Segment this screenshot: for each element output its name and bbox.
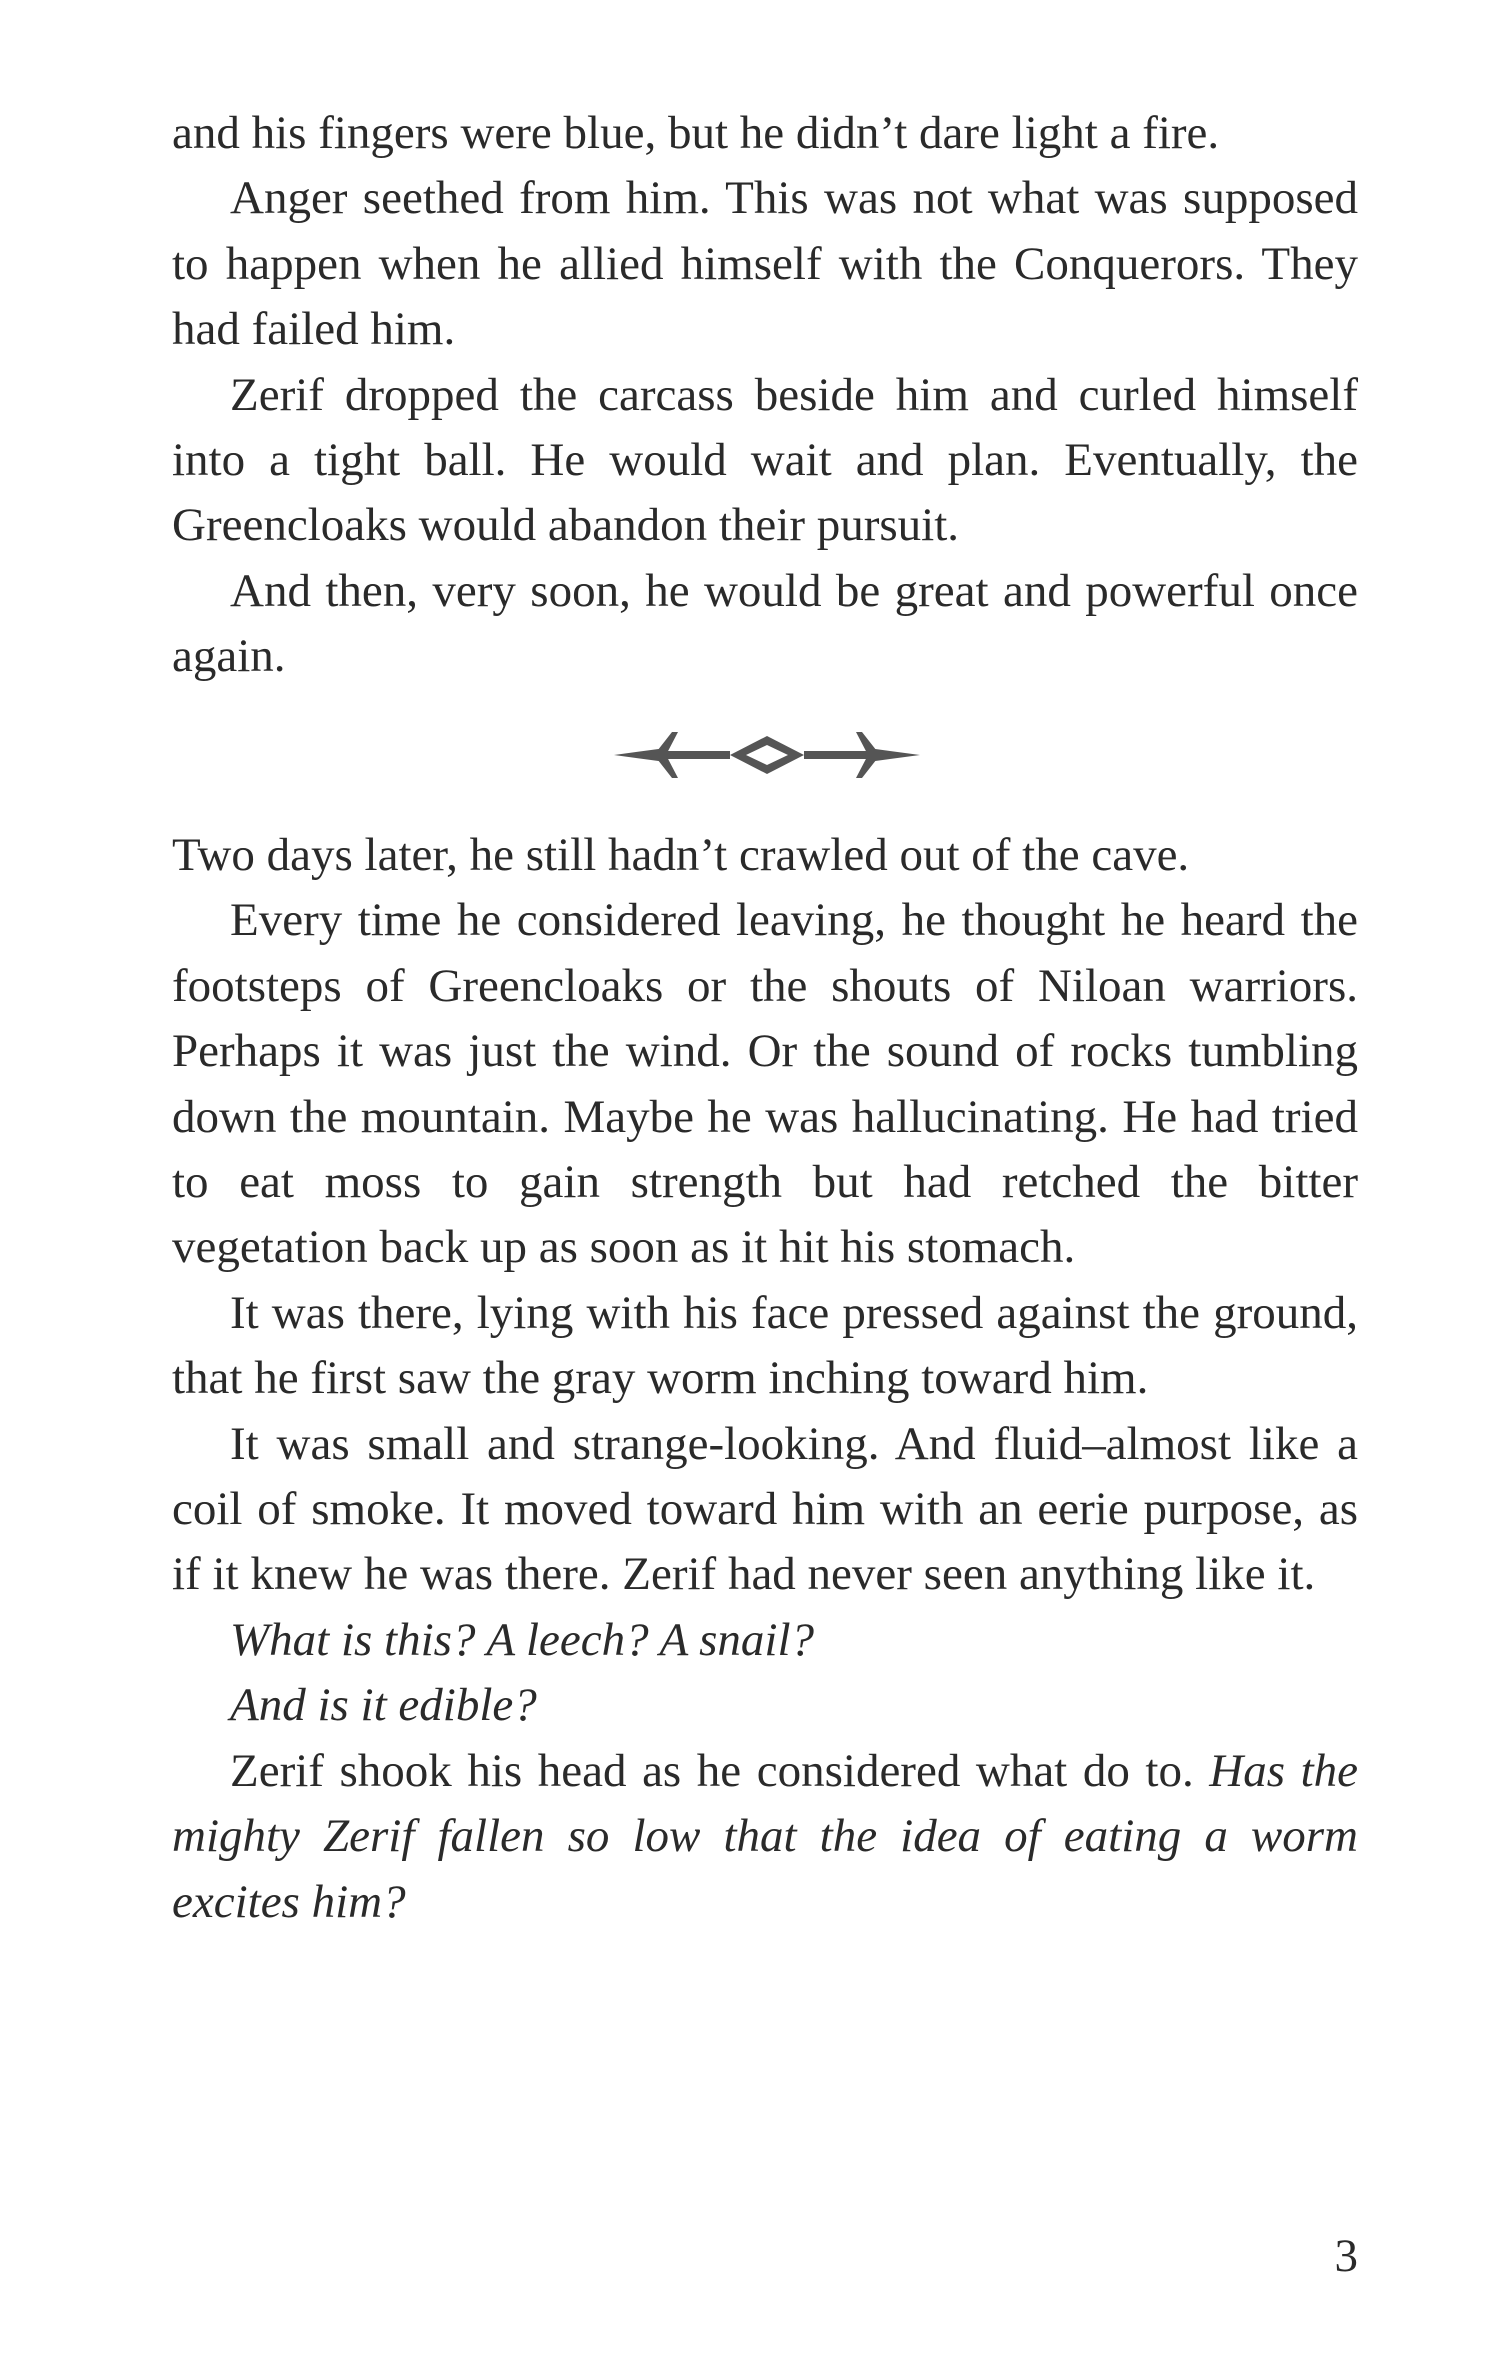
page-number: 3 — [1334, 2230, 1358, 2282]
italic-thought: What is this? A leech? A snail? — [230, 1613, 815, 1666]
paragraph: Zerif dropped the carcass beside him and curled himself into a tight ball. He would wait and plan. Eventually, the Greencloaks would abandon their pursuit. — [172, 368, 1358, 552]
italic-thought: Has the mighty Zerif fallen so low that the idea of eating a worm excites him? — [172, 1744, 1359, 1928]
italic-thought: And is it edible? — [230, 1679, 537, 1732]
text-section-before-break — [172, 101, 1358, 690]
paragraph: Every time he considered leaving, he thought he heard the footsteps of Greencloaks or the shouts of Niloan warriors. Perhaps it was just the wind. Or the sound of rocks tumbling down the mountain. Maybe he was hallucinating. He had tried to eat moss to gain strength but had retched the bitter vegetation back up as soon as it hit his stomach. — [172, 894, 1358, 1274]
paragraph: It was there, lying with his face pressed against the ground, that he first saw the gray worm inching toward him. — [172, 1286, 1358, 1405]
paragraph: And then, very soon, he would be great and powerful once again. — [172, 564, 1358, 683]
paragraph: Two days later, he still hadn’t crawled out of the cave. — [172, 829, 1190, 881]
paragraph: and his fingers were blue, but he didn’t dare light a fire. — [172, 107, 1220, 159]
paragraph-italic-thought — [172, 1608, 1358, 1673]
paragraph: It was small and strange-looking. And fluid–almost like a coil of smoke. It moved toward him with an eerie purpose, as if it knew he was there. Zerif had never seen anything like it. — [172, 1417, 1358, 1601]
paragraph — [172, 1739, 1358, 1935]
paragraph-text: Zerif shook his head as he considered what do to. — [230, 1744, 1210, 1797]
scene-break-ornament-icon — [614, 724, 920, 786]
paragraph: Anger seethed from him. This was not what was supposed to happen when he allied himself with the Conquerors. They had failed him. — [172, 172, 1358, 356]
text-section-after-break — [172, 823, 1358, 1935]
paragraph-italic-thought — [172, 1673, 1358, 1738]
